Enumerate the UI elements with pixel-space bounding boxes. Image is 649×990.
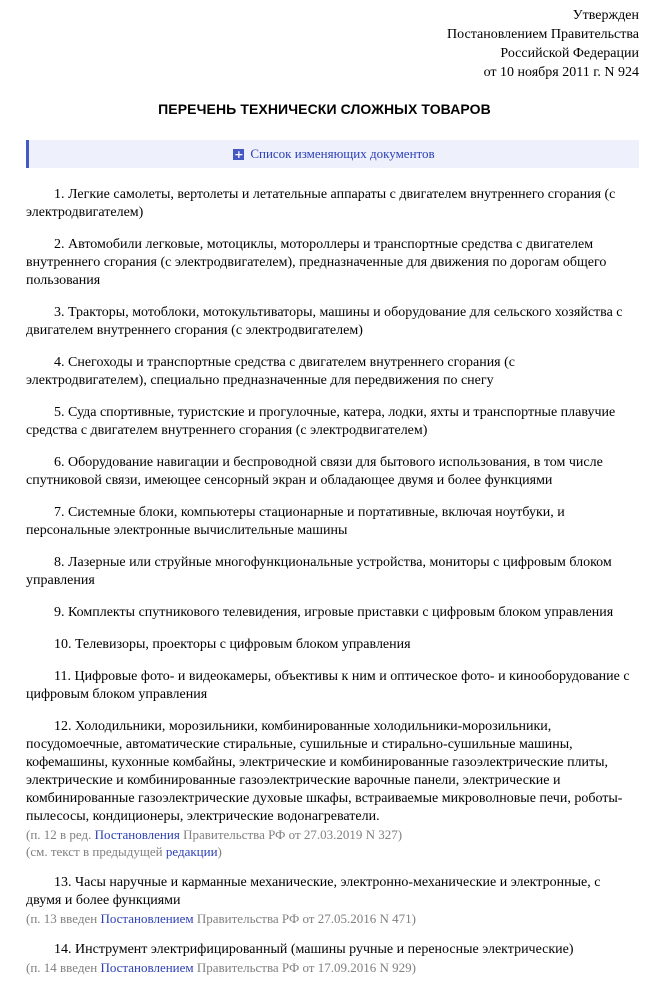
approval-line: Российской Федерации <box>500 46 639 61</box>
item-text: 4. Снегоходы и транспортные средства с двигателем внутреннего сгорания (с электродвигателем), специально предназначенные для передвижения по снегу <box>26 355 516 388</box>
item-text: 8. Лазерные или струйные многофункциональные устройства, мониторы с цифровым блоком управления <box>26 555 612 588</box>
item-text: 13. Часы наручные и карманные механические, электронно-механические и электронные, с двумя и более функциями <box>26 875 601 908</box>
item-text: 2. Автомобили легковые, мотоциклы, мотороллеры и транспортные средства с двигателем внутреннего сгорания (с электродвигателем), предназначенные для движения по дорогам общего пользования <box>26 237 607 288</box>
changes-list-box[interactable] <box>26 140 639 168</box>
approval-line: Утвержден <box>572 8 639 23</box>
list-item <box>26 354 639 390</box>
item-text: 5. Суда спортивные, туристские и прогулочные, катера, лодки, яхты и транспортные плавучие средства с двигателем внутреннего сгорания (с электродвигателем) <box>26 405 616 438</box>
approval-block <box>447 6 639 82</box>
list-item <box>26 668 639 704</box>
list-item <box>26 874 639 927</box>
list-item <box>26 404 639 440</box>
goods-list <box>26 186 639 990</box>
note-text: (п. 13 введен <box>26 911 101 926</box>
list-item <box>26 186 639 222</box>
item-text: 10. Телевизоры, проекторы с цифровым блоком управления <box>54 637 411 652</box>
note-text: Правительства РФ от 27.03.2019 N 327) <box>179 827 403 842</box>
amendment-note <box>26 826 639 843</box>
amendment-link[interactable]: Постановления <box>94 827 180 842</box>
list-item <box>26 504 639 540</box>
item-text: 7. Системные блоки, компьютеры стационарные и портативные, включая ноутбуки, и персональные электронные вычислительные машины <box>26 505 565 538</box>
list-item <box>26 941 639 976</box>
note-text: (п. 14 введен <box>26 960 101 975</box>
item-text: 12. Холодильники, морозильники, комбинированные холодильники-морозильники, посудомоечные, автоматические стиральные, сушильные и стирально-сушильные машины, кофемашины, кухонные комбайны, электрические и комбинированные газоэлектрические плиты, электрические и комбинированные газоэлектрические варочные панели, электрические и комбинированные газоэлектрические духовые шкафы, встраиваемые микроволновые печи, роботы-пылесосы, кондиционеры, электрические водонагреватели. <box>26 719 623 824</box>
note-text: Правительства РФ от 17.09.2016 N 929) <box>193 960 416 975</box>
plus-expand-icon[interactable]: + <box>234 147 244 161</box>
list-item <box>26 454 639 490</box>
document-title: ПЕРЕЧЕНЬ ТЕХНИЧЕСКИ СЛОЖНЫХ ТОВАРОВ <box>158 101 491 117</box>
amendment-note <box>26 910 639 927</box>
list-item <box>26 718 639 860</box>
item-text: 11. Цифровые фото- и видеокамеры, объективы к ним и оптическое фото- и кинооборудование с цифровым блоком управления <box>26 669 630 702</box>
item-text: 3. Тракторы, мотоблоки, мотокультиваторы, машины и оборудование для сельского хозяйства с двигателем внутреннего сгорания (с электродвигателем) <box>26 305 623 338</box>
note-text: Правительства РФ от 27.05.2016 N 471) <box>193 911 416 926</box>
changes-list-link[interactable]: Список изменяющих документов <box>250 146 435 161</box>
item-text: 1. Легкие самолеты, вертолеты и летательные аппараты с двигателем внутреннего сгорания (с электродвигателем) <box>26 187 616 220</box>
item-text: 6. Оборудование навигации и беспроводной связи для бытового использования, в том числе спутниковой связи, имеющее сенсорный экран и обладающее двумя и более функциями <box>26 455 603 488</box>
amendment-note <box>26 959 639 976</box>
item-text: 9. Комплекты спутникового телевидения, игровые приставки с цифровым блоком управления <box>54 605 614 620</box>
list-item <box>26 236 639 290</box>
list-item <box>26 636 639 654</box>
item-text: 14. Инструмент электрифицированный (машины ручные и переносные электрические) <box>54 942 574 957</box>
amendment-link[interactable]: Постановлением <box>100 960 194 975</box>
list-item <box>26 304 639 340</box>
list-item <box>26 554 639 590</box>
note-text: (п. 12 в ред. <box>26 827 95 842</box>
amendment-link[interactable]: Постановлением <box>100 911 194 926</box>
previous-edition-note <box>26 843 639 860</box>
approval-line: от 10 ноября 2011 г. N 924 <box>483 65 639 80</box>
previous-edition-link[interactable]: редакции <box>165 844 218 859</box>
note-text: ) <box>217 844 222 859</box>
list-item <box>26 604 639 622</box>
approval-line: Постановлением Правительства <box>447 27 639 42</box>
note-text: (см. текст в предыдущей <box>26 844 166 859</box>
